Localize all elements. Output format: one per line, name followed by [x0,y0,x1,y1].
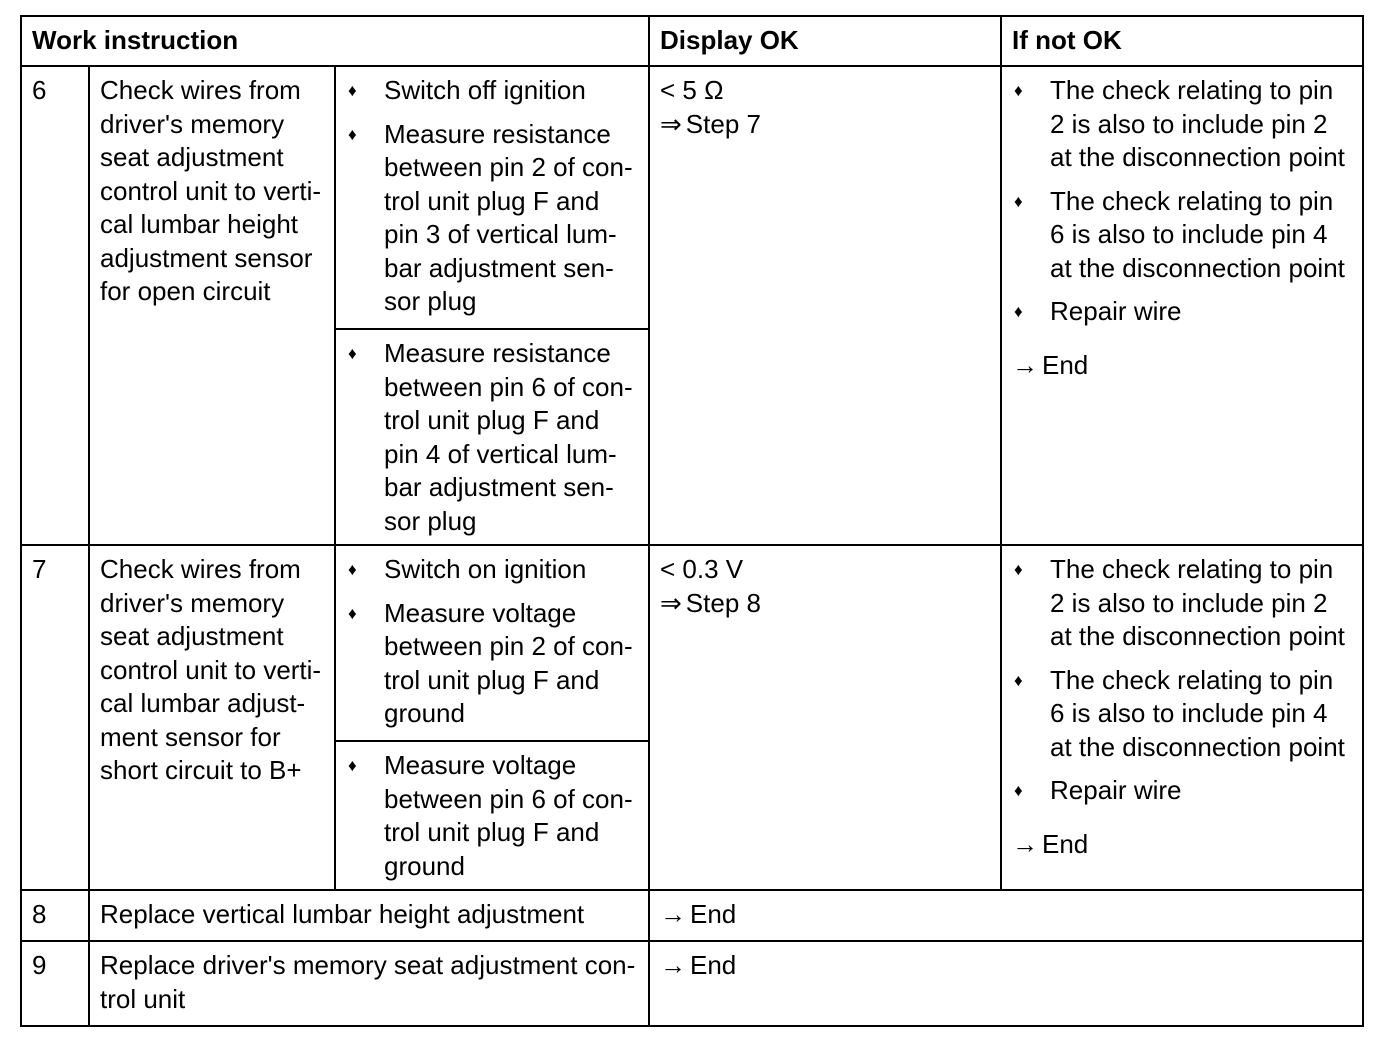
step-6-notok-repair: ♦ Repair wire [1012,295,1352,329]
step-6-measure-a [335,66,649,329]
step-7-notok-repair: ♦ Repair wire [1012,774,1352,808]
step-7-end: → End [1012,828,1089,859]
step-6-notok-pin6: ♦ The check relating to pin 6 is also to include pin 4 at the disconnection point [1014,185,1345,283]
step-8-number: 8 [21,890,89,941]
step-6-bullet-measure-pin6: ♦ Measure resistance between pin 6 of con- trol unit plug F and pin 4 of vertical lum- bar adjustment sen- sor plug [348,338,633,536]
step-9-number: 9 [21,941,89,1026]
step-7-bullet-measure-pin2: ♦ Measure voltage between pin 2 of con- trol unit plug F and ground [348,597,633,728]
step-7-measure-b [335,741,649,890]
bullet-diamond-icon: ♦ [1014,560,1023,579]
step-7-notok-pin6: ♦ The check relating to pin 6 is also to include pin 4 at the disconnection point [1014,664,1345,762]
step-6-bullet-switch-off: ♦ Switch off ignition [346,74,638,108]
step-9-description: Replace driver's memory seat adjustment con- trol unit [89,941,649,1026]
bullet-diamond-icon: ♦ [1014,302,1023,321]
bullet-diamond-icon: ♦ [348,344,357,363]
step-6-bullet-measure-pin2: ♦ Measure resistance between pin 2 of con- trol unit plug F and pin 3 of vertical lum- bar adjustment sen- sor plug [348,118,633,316]
step-7-bullet-switch-on: ♦ Switch on ignition [346,553,638,587]
step-6-number: 6 [21,66,89,545]
step-7-description: Check wires from driver's memory seat adjustment control unit to verti- cal lumbar adjust- ment sensor for short circuit to B+ [89,545,335,890]
step-7-if-not-ok [1001,545,1363,890]
step-7-row [21,545,1363,741]
step-8-result: → End [649,890,1363,941]
bullet-diamond-icon: ♦ [348,81,357,100]
step-9-result: → End [649,941,1363,1026]
step-7-display-ok: < 0.3 V ⇒ Step 8 [649,545,1001,890]
step-6-notok-pin2: ♦ The check relating to pin 2 is also to include pin 2 at the disconnection point [1014,75,1345,172]
work-instruction-table [20,15,1364,1027]
bullet-diamond-icon: ♦ [348,560,357,579]
step-7-bullet-measure-pin6: ♦ Measure voltage between pin 6 of con- trol unit plug F and ground [348,750,633,881]
header-if-not-ok: If not OK [1001,16,1363,66]
step-6-if-not-ok [1001,66,1363,545]
bullet-diamond-icon: ♦ [348,756,357,775]
bullet-diamond-icon: ♦ [348,603,357,623]
bullet-diamond-icon: ♦ [1014,670,1023,690]
step-6-end: → End [1012,349,1089,380]
step-6-measure-b [335,329,649,545]
bullet-diamond-icon: ♦ [1014,191,1023,211]
right-arrow-icon: → [1012,828,1038,859]
step-6-description: Check wires from driver's memory seat adjustment control unit to verti- cal lumbar height adjustment sensor for open circuit [89,66,335,545]
header-work-instruction: Work instruction [21,16,649,66]
step-7-measure-a [335,545,649,741]
right-arrow-icon: → [1012,349,1038,380]
header-display-ok: Display OK [649,16,1001,66]
step-7-notok-pin2: ♦ The check relating to pin 2 is also to include pin 2 at the disconnection point [1014,554,1345,651]
bullet-diamond-icon: ♦ [1014,781,1023,800]
step-9-row [21,941,1363,1026]
step-6-row [21,66,1363,329]
header-row [21,16,1363,66]
step-7-number: 7 [21,545,89,890]
bullet-diamond-icon: ♦ [1014,81,1023,100]
double-arrow-icon: ⇒ [660,108,682,139]
step-8-row [21,890,1363,941]
step-6-display-ok: < 5 Ω ⇒ Step 7 [649,66,1001,545]
double-arrow-icon: ⇒ [660,587,682,618]
right-arrow-icon: → [660,950,686,980]
step-8-description: Replace vertical lumbar height adjustment [89,890,649,941]
bullet-diamond-icon: ♦ [348,124,357,144]
right-arrow-icon: → [660,899,686,929]
